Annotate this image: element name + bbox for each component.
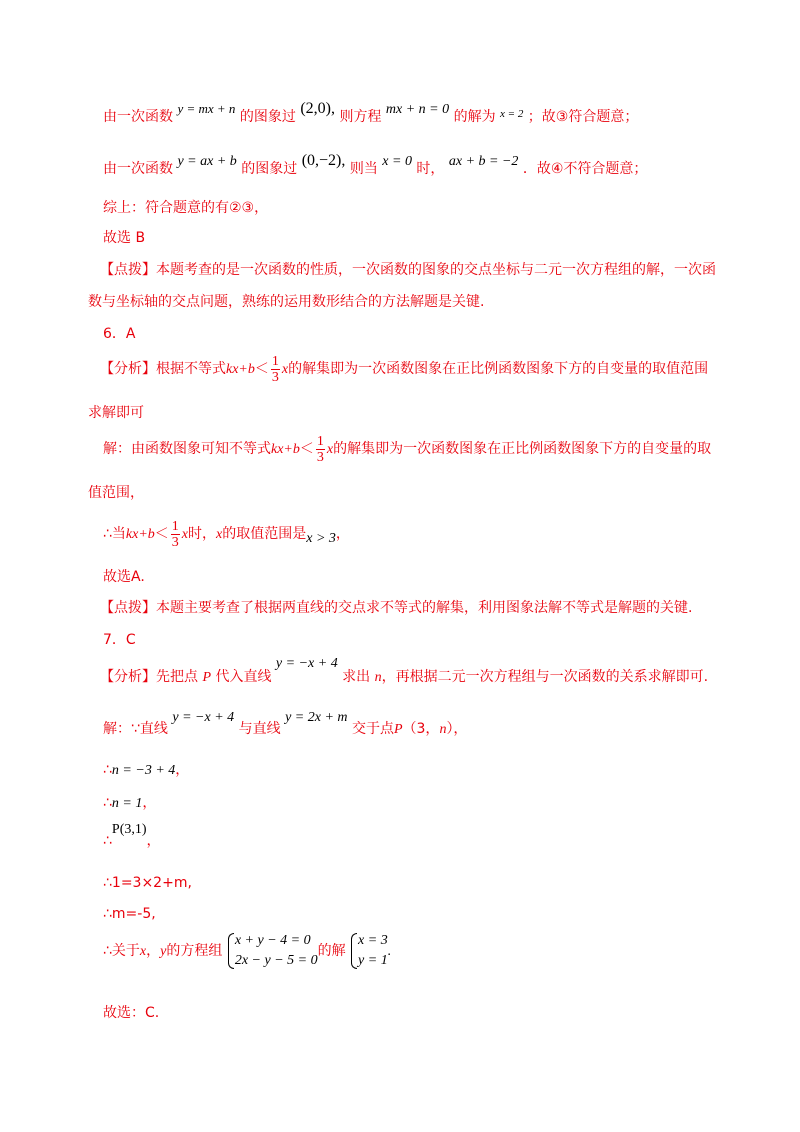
text: ， bbox=[146, 943, 161, 959]
variable: x bbox=[139, 944, 147, 959]
text: 由一次函数 bbox=[103, 161, 173, 177]
equation: ax + b = −2 bbox=[448, 154, 519, 169]
text: 的图象过 bbox=[239, 109, 296, 125]
text: 【分析】根据不等式 bbox=[100, 361, 226, 377]
text-line bbox=[100, 352, 708, 387]
point-label: P bbox=[202, 670, 212, 685]
text-line bbox=[103, 432, 711, 467]
inequality: kx+b bbox=[271, 442, 300, 457]
text: ，再根据二元一次方程组与一次函数的关系求解即可. bbox=[381, 669, 709, 685]
variable: n bbox=[439, 722, 447, 737]
numerator: 1 bbox=[271, 353, 279, 369]
variable: x bbox=[181, 527, 189, 542]
text: 时， bbox=[188, 526, 217, 542]
variable: y bbox=[160, 944, 167, 959]
solution-system bbox=[350, 931, 388, 971]
variable: n bbox=[374, 670, 382, 685]
text-line: ∴m=-5, bbox=[103, 906, 156, 922]
less-than-sign: ＜ bbox=[154, 526, 169, 542]
text-line: 数与坐标轴的交点问题，熟练的运用数形结合的方法解题是关键. bbox=[88, 294, 485, 310]
equation: x = 2 bbox=[500, 108, 524, 120]
text-line bbox=[103, 517, 350, 552]
text-line: ∴1=3×2+m, bbox=[103, 875, 192, 891]
variable: x bbox=[281, 362, 289, 377]
text: ， bbox=[175, 762, 190, 778]
text-line: 6．A bbox=[103, 326, 136, 342]
variable: x bbox=[326, 442, 334, 457]
point: (0,−2), bbox=[301, 152, 346, 169]
text: ， bbox=[335, 526, 350, 542]
fraction bbox=[316, 434, 325, 465]
equation: mx + n = 0 bbox=[385, 102, 450, 117]
text-line: 故选 B bbox=[103, 230, 146, 246]
denominator: 3 bbox=[271, 369, 279, 385]
text-line bbox=[103, 100, 639, 127]
numerator: 1 bbox=[316, 433, 324, 449]
period: . bbox=[387, 944, 392, 959]
text-line: 求解即可 bbox=[88, 405, 144, 421]
denominator: 3 bbox=[171, 534, 179, 550]
text: ， bbox=[142, 795, 157, 811]
point-label: P bbox=[393, 722, 403, 737]
text-line: 故选A. bbox=[103, 569, 145, 585]
text: 由一次函数 bbox=[103, 109, 173, 125]
text: 的解为 bbox=[453, 109, 496, 125]
text-line bbox=[100, 656, 709, 687]
text: 则当 bbox=[349, 161, 378, 177]
equation: y = mx + n bbox=[177, 101, 236, 116]
text-line: 值范围， bbox=[88, 485, 144, 501]
therefore-symbol: ∴ bbox=[103, 833, 112, 849]
text-line: 综上：符合题意的有②③， bbox=[103, 200, 269, 216]
text: 的解集即为一次函数图象在正比例函数图象下方的自变量的取 bbox=[333, 441, 712, 457]
equation: y = 1 bbox=[358, 953, 388, 968]
text-line: 7．C bbox=[103, 632, 136, 648]
equation: x = 3 bbox=[358, 933, 388, 948]
text: 的取值范围是 bbox=[222, 526, 307, 542]
equation: y = −x + 4 bbox=[172, 710, 235, 725]
text-line bbox=[103, 761, 189, 780]
text-line: 【点拨】本题主要考查了根据两直线的交点求不等式的解集，利用图象法解不等式是解题的关键. bbox=[100, 600, 693, 616]
point: P(3,1) bbox=[111, 822, 147, 837]
less-than-sign: ＜ bbox=[299, 441, 314, 457]
text: 的图象过 bbox=[241, 161, 298, 177]
result: x > 3 bbox=[306, 531, 336, 546]
text: ）， bbox=[446, 721, 468, 737]
equation: x + y − 4 = 0 bbox=[234, 933, 311, 948]
point: (2,0), bbox=[300, 100, 335, 117]
text: ∴当 bbox=[103, 526, 126, 542]
denominator: 3 bbox=[316, 449, 324, 465]
equation: n = 1 bbox=[111, 796, 143, 811]
text: 的解集即为一次函数图象在正比例函数图象下方的自变量的取值范围 bbox=[288, 361, 709, 377]
text: （3， bbox=[402, 721, 440, 737]
text: 解：∵直线 bbox=[103, 721, 168, 737]
text: 代入直线 bbox=[215, 669, 272, 685]
equation: 2x − y − 5 = 0 bbox=[234, 953, 318, 968]
text: ， bbox=[146, 833, 161, 849]
text: ；故③符合题意； bbox=[527, 109, 639, 125]
text-line bbox=[103, 931, 391, 972]
equation: y = ax + b bbox=[177, 154, 237, 169]
equation: x = 0 bbox=[382, 154, 412, 169]
text: 则方程 bbox=[339, 109, 382, 125]
text: 求出 bbox=[342, 669, 371, 685]
text: ∴关于 bbox=[103, 943, 140, 959]
text: 【分析】先把点 bbox=[100, 669, 198, 685]
text-line: 【点拨】本题考查的是一次函数的性质，一次函数的图象的交点坐标与二元一次方程组的解，一次函 bbox=[100, 262, 716, 278]
text: ．故④不符合题意； bbox=[522, 161, 648, 177]
fraction bbox=[271, 354, 280, 385]
therefore-symbol: ∴ bbox=[103, 795, 112, 811]
text: 时， bbox=[416, 161, 445, 177]
equation-system bbox=[227, 931, 318, 971]
text: 的方程组 bbox=[166, 943, 223, 959]
numerator: 1 bbox=[171, 518, 179, 534]
text: 交于点 bbox=[351, 721, 394, 737]
text: 解：由函数图象可知不等式 bbox=[103, 441, 271, 457]
text: 的解 bbox=[317, 943, 346, 959]
fraction bbox=[171, 519, 180, 550]
text-line bbox=[103, 152, 648, 179]
equation: y = −x + 4 bbox=[275, 656, 338, 671]
text-line: 故选：C. bbox=[103, 1005, 160, 1021]
text-line bbox=[103, 710, 468, 739]
text-line bbox=[103, 822, 161, 851]
variable: x bbox=[216, 527, 223, 542]
text-line bbox=[103, 794, 156, 813]
inequality: kx+b bbox=[226, 362, 255, 377]
equation: y = 2x + m bbox=[285, 710, 348, 725]
inequality: kx+b bbox=[125, 527, 155, 542]
therefore-symbol: ∴ bbox=[103, 762, 112, 778]
equation: n = −3 + 4 bbox=[111, 763, 176, 778]
text: 与直线 bbox=[238, 721, 281, 737]
less-than-sign: ＜ bbox=[254, 361, 269, 377]
